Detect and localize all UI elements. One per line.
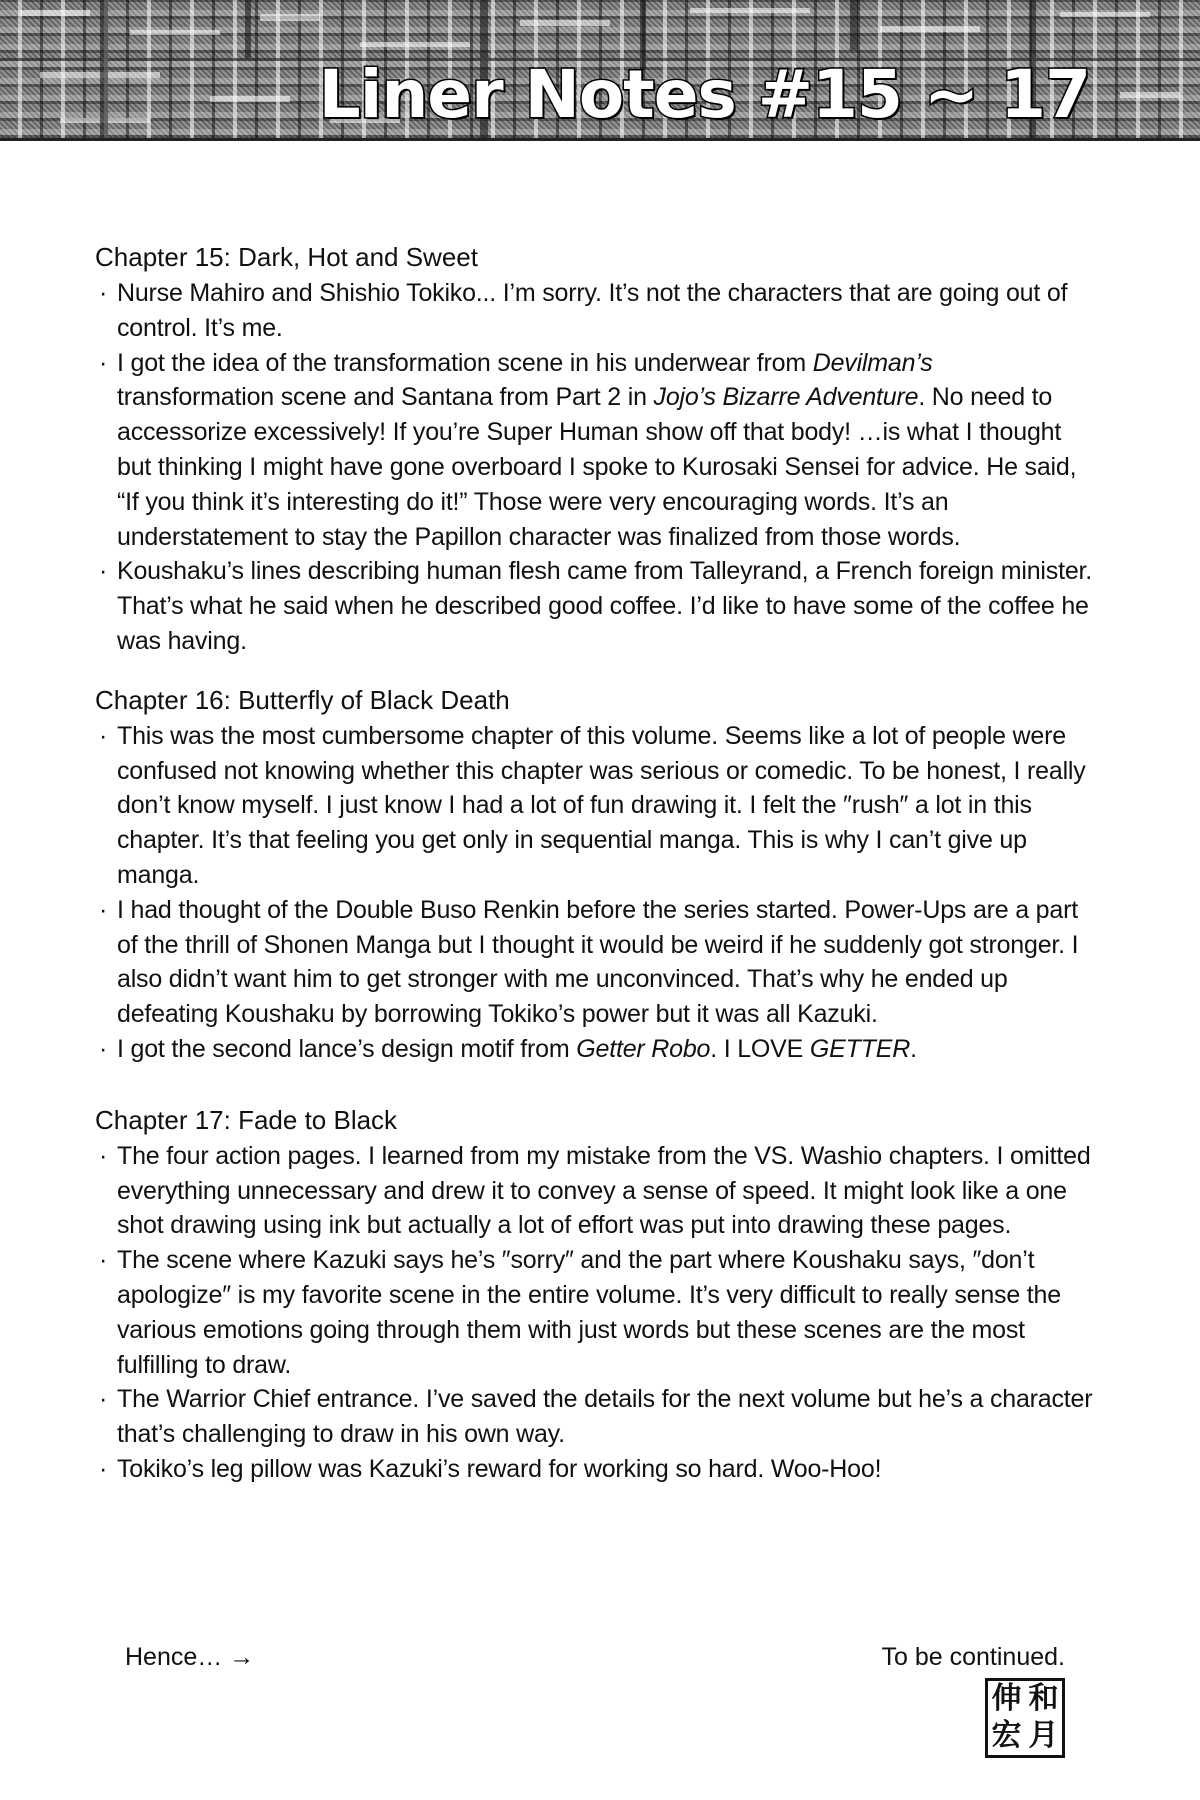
- seal-char: 月: [1028, 1718, 1059, 1753]
- note-item: [95, 1452, 1095, 1487]
- bullet-icon: ·: [99, 1385, 108, 1414]
- chapter-16: [95, 683, 1095, 1067]
- note-list: [95, 276, 1095, 659]
- bullet-icon: ·: [99, 348, 108, 377]
- seal-char: 和: [1028, 1681, 1059, 1716]
- chapter-title: Chapter 15: Dark, Hot and Sweet: [95, 242, 478, 272]
- note-item: [95, 276, 1095, 346]
- note-item: [95, 346, 1095, 555]
- bullet-icon: ·: [99, 1141, 108, 1170]
- chapter-title: Chapter 17: Fade to Black: [95, 1104, 398, 1135]
- note-list: [95, 1139, 1095, 1487]
- liner-notes-body: [95, 240, 1095, 1511]
- note-text: The scene where Kazuki says he’s ″sorry″ and the part where Koushaku says, ″don’t apologize″ is my favorite scene in the entire volume. It’s very difficult to really sense the various emotions going through them with just words but these scenes are the most fulfilling to draw.: [117, 1246, 1061, 1379]
- note-item: [95, 719, 1095, 893]
- note-item: [95, 1139, 1095, 1243]
- note-item: [95, 1243, 1095, 1382]
- seal-char: 宏: [991, 1718, 1022, 1753]
- note-text: I had thought of the Double Buso Renkin before the series started. Power-Ups are a part of the thrill of Shonen Manga but I thought it would be weird if he suddenly got stronger. I also didn’t want him to get stronger with me unconvinced. That’s why he ended up defeating Koushaku by borrowing Tokiko’s power but it was all Kazuki.: [117, 895, 1079, 1029]
- italic-title: Devilman’s: [812, 348, 933, 377]
- footer-row: [125, 1640, 1065, 1674]
- note-item: [95, 1032, 1095, 1067]
- chapter-15: [95, 240, 1095, 659]
- italic-title: Jojo’s Bizarre Adventure: [653, 383, 919, 412]
- bullet-icon: ·: [99, 1246, 108, 1275]
- note-list: [95, 719, 1095, 1067]
- note-text: I got the second lance’s design motif from Getter Robo. I LOVE GETTER.: [117, 1034, 917, 1063]
- note-item: [95, 893, 1095, 1032]
- to-be-continued-text: To be continued.: [881, 1643, 1065, 1671]
- bullet-icon: ·: [99, 895, 108, 924]
- note-text: Koushaku’s lines describing human flesh came from Talleyrand, a French foreign minister. That’s what he said when he described good coffee. I’d like to have some of the coffee he was having.: [117, 557, 1093, 655]
- bullet-icon: ·: [99, 1034, 108, 1063]
- note-text: I got the idea of the transformation scene in his underwear from Devilman’s transformation scene and Santana from Part 2 in Jojo’s Bizarre Adventure. No need to accessorize excessively! If you’re Super Human show off that body! …is what I thought but thinking I might have gone overboard I spoke to Kurosaki Sensei for advice. He said, “If you think it’s interesting do it!” Those were very encouraging words. It’s an understatement to stay the Papillon character was finalized from those words.: [117, 348, 1077, 551]
- chapter-title: Chapter 16: Butterfly of Black Death: [95, 684, 510, 715]
- italic-title: Getter Robo: [576, 1034, 711, 1063]
- bullet-icon: ·: [99, 721, 108, 750]
- note-text: The Warrior Chief entrance. I’ve saved the details for the next volume but he’s a character that’s challenging to draw in his own way.: [117, 1385, 1093, 1449]
- italic-title: GETTER: [809, 1034, 911, 1063]
- seal-char: 伸: [991, 1681, 1022, 1716]
- note-text: This was the most cumbersome chapter of this volume. Seems like a lot of people were confused not knowing whether this chapter was serious or comedic. To be honest, I really don’t know myself. I just know I had a lot of fun drawing it. I felt the ″rush″ a lot in this chapter. It’s that feeling you get only in sequential manga. This is why I can’t give up manga.: [117, 721, 1086, 889]
- header-banner: [0, 0, 1200, 141]
- note-text: Tokiko’s leg pillow was Kazuki’s reward for working so hard. Woo-Hoo!: [117, 1454, 882, 1483]
- note-text: Nurse Mahiro and Shishio Tokiko... I’m sorry. It’s not the characters that are going out of control. It’s me.: [117, 279, 1068, 342]
- note-item: [95, 1382, 1095, 1452]
- hence-text: Hence… →: [125, 1643, 255, 1671]
- author-seal-stamp: [985, 1678, 1065, 1758]
- bullet-icon: ·: [99, 1454, 108, 1483]
- note-item: [95, 554, 1095, 658]
- note-text: The four action pages. I learned from my mistake from the VS. Washio chapters. I omitted everything unnecessary and drew it to convey a sense of speed. It might look like a one shot drawing using ink but actually a lot of effort was put into drawing these pages.: [117, 1141, 1091, 1240]
- page-title: Liner Notes #15 ~ 17: [318, 56, 1090, 133]
- bullet-icon: ·: [99, 557, 108, 586]
- chapter-17: [95, 1103, 1095, 1487]
- bullet-icon: ·: [99, 279, 108, 307]
